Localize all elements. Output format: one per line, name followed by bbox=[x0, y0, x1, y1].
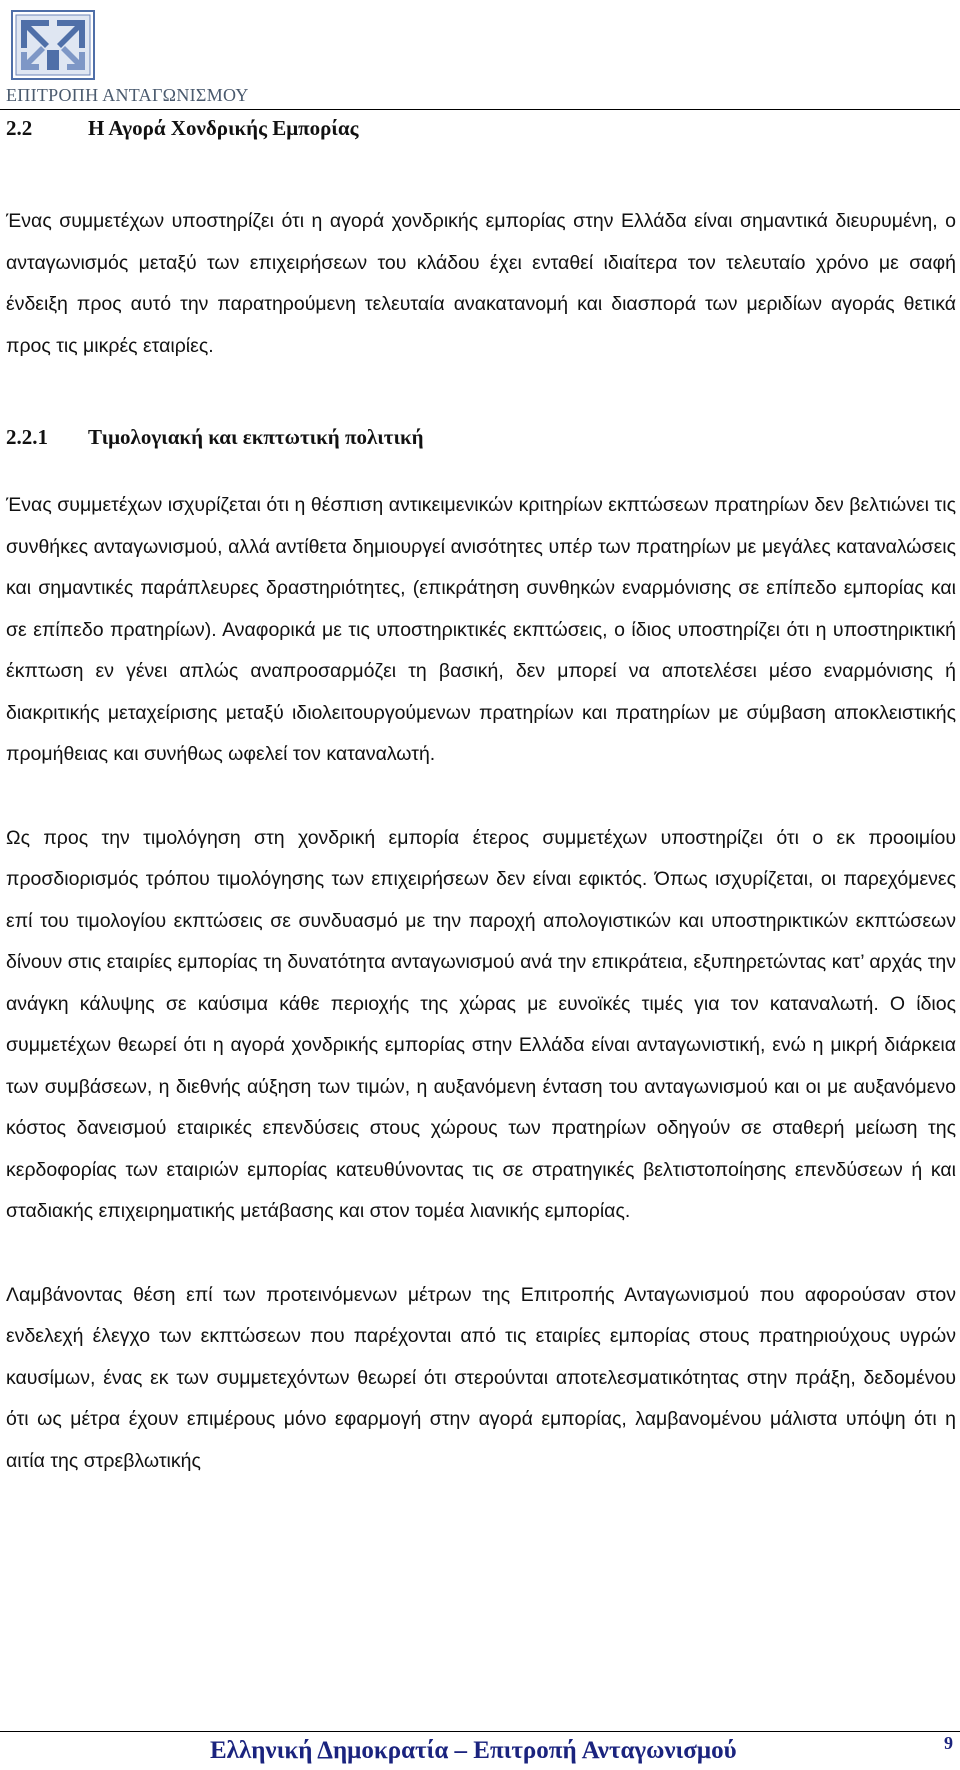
page-number: 9 bbox=[944, 1733, 953, 1753]
document-body bbox=[6, 110, 956, 1482]
paragraph-wholesale-pricing: Ως προς την τιμολόγηση στη χονδρική εμπορία έτερος συμμετέχων υποστηρίζει ότι ο εκ προοιμίου προσδιορισμός τρόπου τιμολόγησης των επιχειρήσεων δεν είναι εφικτός. Όπως ισχυρίζεται, οι παρεχόμενες επί του τιμολογίου εκπτώσεις σε συνδυασμό με την παροχή απολογιστικών και υποστηρικτικών εκπτώσεων δίνουν στις εταιρίες εμπορίας τη δυνατότητα ανταγωνισμού ανά την επικράτεια, εξυπηρετώντας κατ’ αρχάς την ανάγκη κάλυψης σε καύσιμα κάθε περιοχής της χώρας με ευνοϊκές τιμές για τον καταναλωτή. Ο ίδιος συμμετέχων θεωρεί ότι η αγορά χονδρικής εμπορίας στην Ελλάδα είναι ανταγωνιστική, ενώ η μικρή διάρκεια των συμβάσεων, η διεθνής αύξηση των τιμών, η αυξανόμενη ένταση του ανταγωνισμού και οι με αυξανόμενο κόστος δανεισμού εταιρικές επενδύσεις στους χώρους των πρατηρίων οδηγούν σε σταθερή μείωση της κερδοφορίας των εταιριών εμπορίας κατευθύνοντας τις σε στρατηγικές βελτιστοποίησης επενδύσεων ή και σταδιακής επιχειρηματικής μετάβασης και στον τομέα λιανικής εμπορίας. bbox=[6, 826, 956, 1222]
commission-logo-icon bbox=[11, 10, 95, 80]
section-heading bbox=[6, 110, 956, 146]
paragraph-market-expansion: Ένας συμμετέχων υποστηρίζει ότι η αγορά χονδρικής εμπορίας στην Ελλάδα είναι σημαντικά διευρυμένη, ο ανταγωνισμός μεταξύ των επιχειρήσεων του κλάδου έχει ενταθεί ιδιαίτερα τον τελευταίο χρόνο με σαφή ένδειξη προς αυτό την παρατηρούμενη τελευταία ανακατανομή και διασπορά των μεριδίων αγοράς θετικά προς τις μικρές εταιρίες. bbox=[6, 210, 956, 357]
subsection-number: 2.2.1 bbox=[6, 425, 48, 449]
section-number: 2.2 bbox=[6, 116, 33, 140]
organization-name: ΕΠΙΤΡΟΠΗ ΑΝΤΑΓΩΝΙΣΜΟΥ bbox=[6, 85, 249, 105]
subsection-heading bbox=[6, 419, 956, 455]
footer-divider bbox=[0, 1731, 960, 1732]
page-header bbox=[0, 0, 960, 112]
footer-text: Ελληνική Δημοκρατία – Επιτροπή Ανταγωνισμού bbox=[210, 1737, 737, 1764]
section-title: Η Αγορά Χονδρικής Εμπορίας bbox=[88, 116, 359, 140]
paragraph-discount-criteria: Ένας συμμετέχων ισχυρίζεται ότι η θέσπιση αντικειμενικών κριτηρίων εκπτώσεων πρατηρίων δεν βελτιώνει τις συνθήκες ανταγωνισμού, αλλά αντίθετα δημιουργεί ανισότητες υπέρ των πρατηρίων με μεγάλες καταναλώσεις και σημαντικές παράπλευρες δραστηριότητες, (επικράτηση συνθηκών εναρμόνισης σε επίπεδο εμπορίας και σε επίπεδο πρατηρίων). Αναφορικά με τις υποστηρικτικές εκπτώσεις, ο ίδιος υποστηρίζει ότι η υποστηρικτική έκπτωση εν γένει απλώς αναπροσαρμόζει τη βασική, δεν μπορεί να αποτελέσει μέσο εναρμόνισης ή διακριτικής μεταχείρισης μεταξύ ιδιολειτουργούμενων πρατηρίων και πρατηρίων με σύμβαση αποκλειστικής προμήθειας και συνήθως ωφελεί τον καταναλωτή. bbox=[6, 494, 956, 765]
subsection-title: Τιμολογιακή και εκπτωτική πολιτική bbox=[88, 425, 424, 449]
paragraph-proposed-measures: Λαμβάνοντας θέση επί των προτεινόμενων μέτρων της Επιτροπής Ανταγωνισμού που αφορούσαν στον ενδελεχή έλεγχο των εκπτώσεων που παρέχονται από τις εταιρίες εμπορίας στους πρατηριούχους υγρών καυσίμων, ένας εκ των συμμετεχόντων θεωρεί ότι στερούνται αποτελεσματικότητας στην πράξη, δεδομένου ότι ως μέτρα έχουν επιμέρους μόνο εφαρμογή στην αγορά εμπορίας, λαμβανομένου μάλιστα υπόψη ότι η αιτία της στρεβλωτικής bbox=[6, 1283, 956, 1472]
